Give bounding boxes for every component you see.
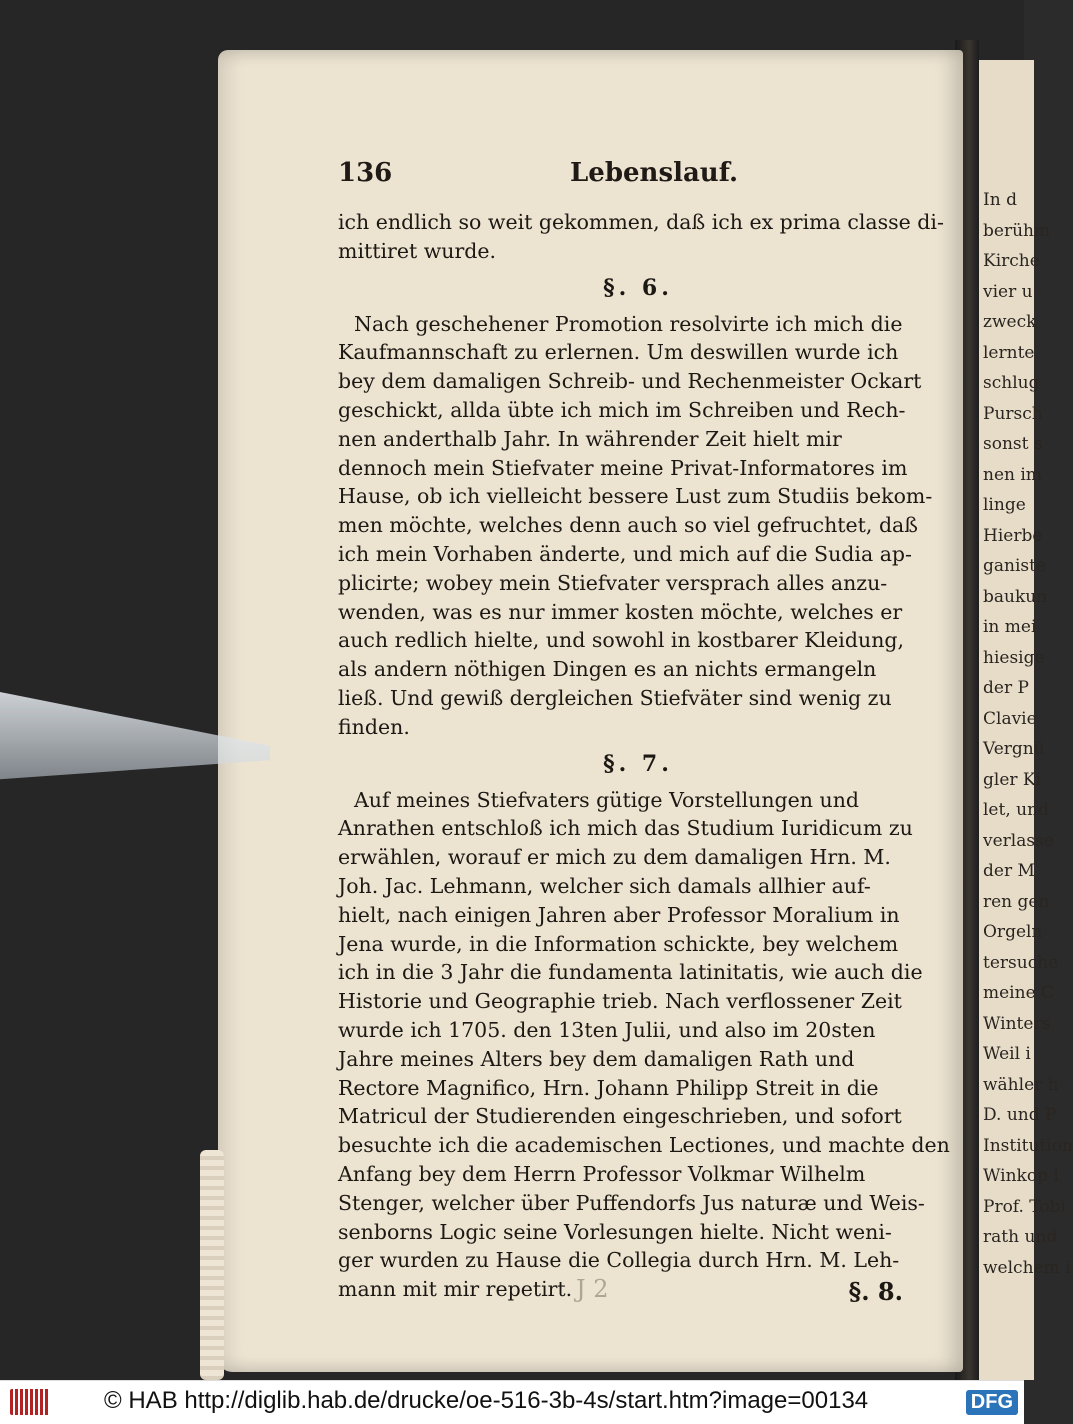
facing-page-fragment: sonst s [983,434,1043,454]
facing-page-fragment: Pursch [983,403,1043,424]
facing-page-fragment: lernte [983,342,1035,363]
facing-page-fragment: In d [983,190,1017,210]
section-heading-6: §. 6. [603,274,673,301]
section-6-text [338,310,938,742]
torn-page-edge [200,1150,224,1380]
footer-bar [0,1380,1024,1424]
facing-page-fragment: Orgeln [983,922,1043,942]
text-line: Nach geschehener Promotion resolvirte ich mich die [354,311,903,336]
page-header [218,158,963,198]
text-line: auch redlich hielte, und sowohl in kostbarer Kleidung, [338,628,905,653]
text-line: senborns Logic seine Vorlesungen hielte. Nicht weni- [338,1219,892,1244]
facing-page-fragment: berühm [983,220,1051,241]
text-line: plicirte; wobey mein Stiefvater versprach alles anzu- [338,570,888,595]
text-line: Stenger, welcher über Puffendorfs Jus naturæ und Weis- [338,1190,925,1215]
text-line: ich mein Vorhaben änderte, und mich auf die Sudia ap- [338,541,912,566]
facing-page-fragment: ren gen [983,891,1050,912]
text-line: erwählen, worauf er mich zu dem damaligen Hrn. M. [338,845,891,870]
facing-page-fragment: zweck [983,312,1037,332]
facing-page-fragment: baukun [983,586,1048,607]
text-line: ger wurden zu Hause die Collegia durch Hrn. M. Leh- [338,1248,900,1273]
facing-page-fragment: linge [983,495,1026,515]
text-line: Hause, ob ich vielleicht bessere Lust zum Studiis bekom- [338,484,933,509]
facing-page-fragment: verlasse [983,830,1054,851]
text-line: Jena wurde, in die Information schickte, bey welchem [338,931,899,956]
running-head: Lebenslauf. [570,158,739,188]
text-line: Matricul der Studierenden eingeschrieben, und sofort [338,1104,902,1129]
footer-url[interactable]: © HAB http://diglib.hab.de/drucke/oe-516-3b-4s/start.htm?image=00134 [104,1387,869,1414]
text-line: mann mit mir repetirt. [338,1277,573,1302]
facing-page-fragment: Prof. Tobi [983,1196,1066,1217]
facing-page-fragment: Hierbe [983,525,1043,546]
section-7-text [338,786,950,1304]
signature-mark: J 2 [576,1275,609,1303]
text-line: Auf meines Stiefvaters gütige Vorstellungen und [354,787,860,812]
text-line: Kaufmannschaft zu erlernen. Um deswillen wurde ich [338,340,899,365]
text-line: ich endlich so weit gekommen, daß ich ex prima classe di- [338,210,944,234]
facing-page-fragment: tersuche [983,952,1059,973]
facing-page-fragment: der P [983,678,1029,698]
page-number: 136 [338,158,393,188]
text-line: Anfang bey dem Herrn Professor Volkmar Wilhelm [338,1161,866,1186]
facing-page-fragment: welchem i [983,1257,1071,1278]
book-page [218,50,963,1372]
facing-page-fragment: ganiste [983,556,1047,576]
text-line: als andern nöthigen Dingen es an nichts ermangeln [338,657,877,682]
facing-page-fragment: wähler h [983,1074,1059,1095]
facing-page-fragment: Kirche [983,251,1040,271]
hab-logo-icon [10,1389,50,1415]
facing-page-fragment: Vergnü [983,739,1045,759]
text-line: mittiret wurde. [338,238,497,263]
facing-page-fragment: schlug [983,373,1040,393]
text-line: bey dem damaligen Schreib- und Rechenmeister Ockart [338,369,922,394]
text-line: nen anderthalb Jahr. In währender Zeit hielt mir [338,426,842,451]
facing-page-fragment: gler Ki [983,769,1042,790]
text-line: Rectore Magnifico, Hrn. Johann Philipp Streit in die [338,1075,879,1100]
facing-page-fragment: meine C [983,983,1055,1003]
text-line: ließ. Und gewiß dergleichen Stiefväter sind wenig zu [338,685,892,710]
facing-page-fragment: Institution [983,1135,1073,1156]
text-line: Joh. Jac. Lehmann, welcher sich damals allhier auf- [338,873,871,898]
facing-page-fragment: vier u [983,281,1033,302]
facing-page-fragment: Weil i [983,1044,1031,1064]
text-line: Anrathen entschloß ich mich das Studium Iuridicum zu [338,816,913,841]
facing-page-fragment: Winters [983,1013,1051,1034]
text-line: finden. [338,714,410,739]
facing-page-fragment: Clavie [983,708,1037,729]
facing-page-fragment: der M [983,861,1035,881]
text-line: wenden, was es nur immer kosten möchte, welches er [338,599,903,624]
facing-page-fragment: in mei [983,617,1037,637]
text-line: Jahre meines Alters bey dem damaligen Rath und [338,1046,855,1071]
text-line: Historie und Geographie trieb. Nach verflossener Zeit [338,989,902,1014]
text-line: dennoch mein Stiefvater meine Privat-Informatores im [338,455,908,480]
facing-page-fragment: rath und [983,1227,1058,1247]
catchword: §. 8. [848,1277,903,1306]
dfg-logo: DFG [966,1390,1018,1415]
body-text [338,208,950,1304]
facing-page-fragment: let, und [983,800,1049,820]
text-line: ich in die 3 Jahr die fundamenta latinitatis, wie auch die [338,960,923,985]
text-line: besuchte ich die academischen Lectiones, und machte den [338,1133,950,1158]
text-line: men möchte, welches denn auch so viel gefruchtet, daß [338,513,918,538]
facing-page-fragment: Winkop i [983,1166,1059,1186]
section-heading-7: §. 7. [603,750,673,777]
facing-page-fragment: hiesige [983,647,1045,668]
text-line: hielt, nach einigen Jahren aber Professor Moralium in [338,902,900,927]
text-line: wurde ich 1705. den 13ten Julii, und also im 20sten [338,1017,876,1042]
text-line: geschickt, allda übte ich mich im Schreiben und Rech- [338,397,906,422]
facing-page-fragment: D. und P [983,1105,1057,1125]
facing-page-fragment: nen im [983,464,1042,485]
